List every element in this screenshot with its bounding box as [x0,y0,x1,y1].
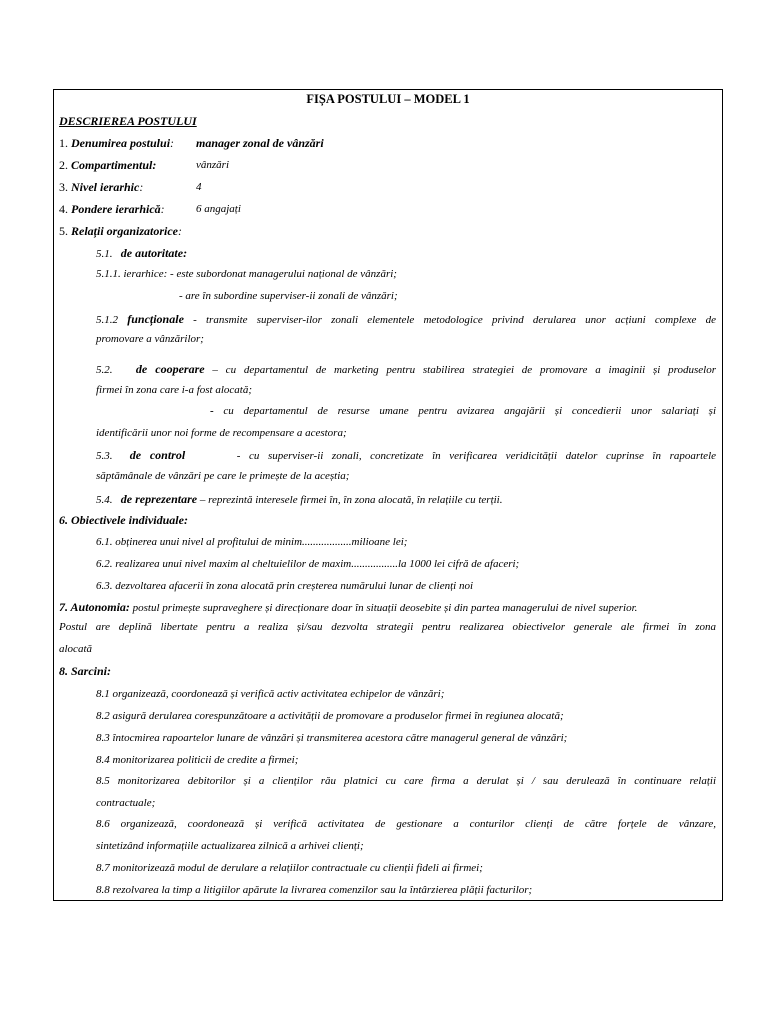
sarcina-8-6-line-1: 8.6 organizează, coordonează și verifică activitatea de gestionare a conturilor clienți de către forțele de vânzare, [96,818,716,830]
field-compartimentul: 2. Compartimentul: [59,158,157,172]
sarcina-8-8: 8.8 rezolvarea la timp a litigiilor apărute la livrarea comenzilor sau la întârzierea plății facturilor; [96,884,533,896]
sarcina-8-6-line-2: sintetizând informațiile actualizarea zilnică a arhivei clienți; [96,840,364,852]
sarcina-8-7: 8.7 monitorizează modul de derulare a relațiilor contractuale cu clienții fideli ai firmei; [96,862,483,874]
sarcina-8-3: 8.3 întocmirea rapoartelor lunare de vânzări și transmiterea acestora către managerul general de vânzări; [96,732,568,744]
obiective-item-3: 6.3. dezvoltarea afacerii în zona alocată prin creșterea numărului lunar de clienți noi [96,580,474,592]
field-nivel-ierarhic-value: 4 [196,181,202,193]
relatii-cooperare-line-1: 5.2. de cooperare – cu departamentul de marketing pentru stabilirea strategiei de promovare a imaginii și produselor [96,362,716,376]
relatii-functionale-line-2: promovare a vânzărilor; [96,333,204,345]
autonomia-line-2: Postul are deplină libertate pentru a realiza și/sau dezvolta strategii pentru realizarea obiectivelor generale ale firmei în zona [59,621,716,633]
field-pondere-ierarhica-value: 6 angajați [196,203,241,215]
relatii-cooperare-line-4: identificării unor noi forme de recompensare a acestora; [96,427,347,439]
autonomia-line-1: 7. Autonomia: postul primește supraveghere și direcționare doar în situații deosebite și din partea managerului de nivel superior. [59,600,638,614]
obiective-heading: 6. Obiectivele individuale: [59,513,188,527]
section-heading: DESCRIEREA POSTULUI [59,114,197,128]
relatii-control-line-2: săptămânale de vânzări pe care le primește de la aceștia; [96,470,350,482]
relatii-cooperare-line-2: firmei în zona care i-a fost alocată; [96,384,253,396]
obiective-item-2: 6.2. realizarea unui nivel maxim al cheltuielilor de maxim.................la 1000 lei cifră de afaceri; [96,558,520,570]
obiective-item-1: 6.1. obținerea unui nivel al profitului de minim..................milioane lei; [96,536,408,548]
autonomia-line-3: alocată [59,643,92,655]
relatii-functionale-line-1: 5.1.2 funcționale - transmite superviser-ilor zonali elementele metodologice privind derularea unor acțiuni complexe de [96,312,716,326]
sarcina-8-5-line-1: 8.5 monitorizarea debitorilor și a clienților rău platnici cu care firma a derulat și / sau derulează în continuare relații [96,775,716,787]
field-pondere-ierarhica: 4. Pondere ierarhică: [59,202,165,216]
relatii-ierarhice-line-1: 5.1.1. ierarhice: - este subordonat managerului național de vânzări; [96,268,397,280]
sarcini-heading: 8. Sarcini: [59,664,112,678]
sarcina-8-2: 8.2 asigură derularea corespunzătoare a activității de promovare a produselor firmei în regiunea alocată; [96,710,564,722]
sarcina-8-1: 8.1 organizează, coordonează și verifică activ activitatea echipelor de vânzări; [96,688,445,700]
relatii-reprezentare: 5.4. de reprezentare – reprezintă interesele firmei în, în zona alocată, în relațiile cu terții. [96,492,503,506]
relatii-ierarhice-line-2: - are în subordine superviser-ii zonali de vânzări; [179,290,398,302]
field-relatii: 5. Relații organizatorice: [59,224,183,238]
sarcina-8-5-line-2: contractuale; [96,797,156,809]
relatii-autoritate: 5.1. de autoritate: [96,246,188,260]
field-denumirea: 1. Denumirea postului: [59,136,175,150]
field-nivel-ierarhic: 3. Nivel ierarhic: [59,180,144,194]
sarcina-8-4: 8.4 monitorizarea politicii de credite a firmei; [96,754,299,766]
relatii-control-line-1: 5.3. de control - cu superviser-ii zonali, concretizate în verificarea veridicității datelor cuprinse în rapoartele [96,448,717,462]
field-compartimentul-value: vânzări [196,159,229,171]
field-denumirea-value: manager zonal de vânzări [196,136,324,150]
document-title: FIȘA POSTULUI – MODEL 1 [306,92,470,106]
relatii-cooperare-line-3: - cu departamentul de resurse umane pentru avizarea angajării și concedierii unor salariați și [210,405,716,417]
